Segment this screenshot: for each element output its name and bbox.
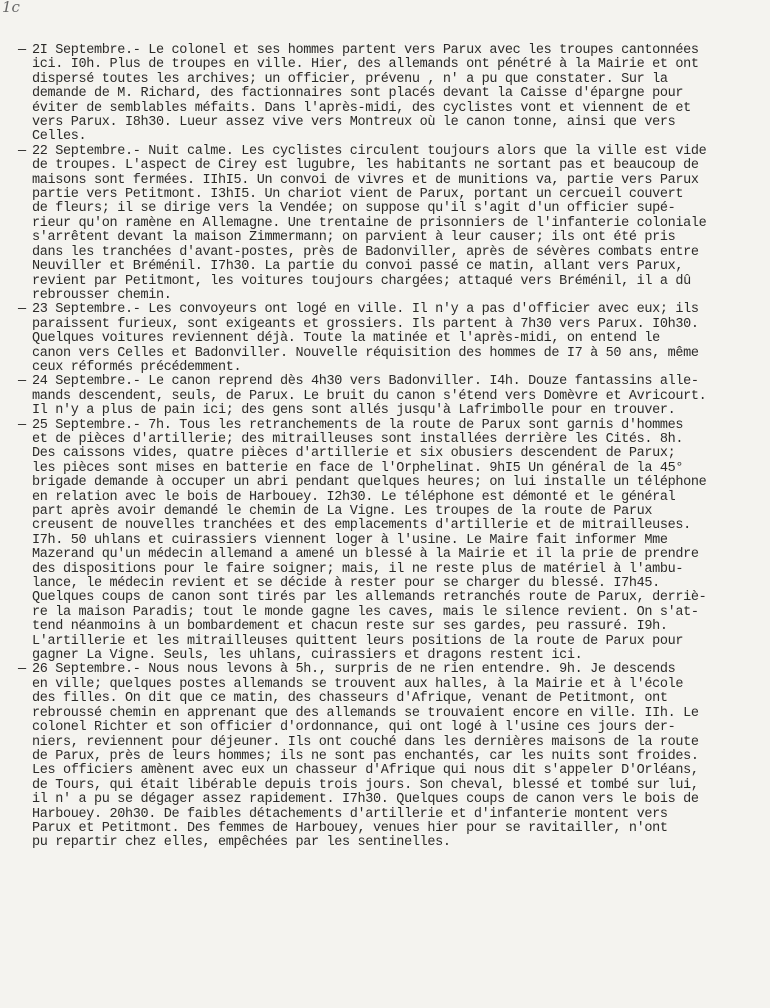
text-line: il n' a pu se dégager assez rapidement. I7h30. Quelques coups de canon vers le bois de (32, 792, 699, 808)
text-line: ceux réformés précédemment. (32, 359, 242, 375)
text-line: niers, reviennent pour déjeuner. Ils ont couché dans les dernières maisons de la route (32, 734, 699, 750)
text-line: 23 Septembre.- Les convoyeurs ont logé en ville. Il n'y a pas d'officier avec eux; ils (32, 302, 699, 318)
text-line: dispersé toutes les archives; un officier, prévenu , n' a pu que constater. Sur la (32, 71, 668, 87)
text-line: 25 Septembre.- 7h. Tous les retranchements de la route de Parux sont garnis d'hommes (32, 417, 684, 433)
text-line: rebrousser chemin. (32, 287, 172, 303)
diary-entry (18, 43, 752, 145)
entry-margin-dash: — (18, 374, 27, 390)
entry-margin-dash: — (18, 417, 27, 433)
text-line: Mazerand qu'un médecin allemand a amené un blessé à la Mairie et il la prie de prendre (32, 547, 699, 563)
text-line: Les officiers amènent avec eux un chasseur d'Afrique qui nous dit s'appeler D'Orléans, (32, 763, 699, 779)
text-line: L'artillerie et les mitrailleuses quittent leurs positions de la route de Parux pour (32, 633, 684, 649)
text-line: les pièces sont mises en batterie en face de l'Orphelinat. 9hI5 Un général de la 45° (32, 460, 684, 476)
text-line: de fleurs; il se dirige vers la Vendée; on suppose qu'il s'agit d'un officier supé- (32, 201, 676, 217)
text-line: revient par Petitmont, les voitures toujours chargées; attaqué vers Bréménil, il a dû (32, 273, 691, 289)
text-line: part après avoir demandé le chemin de La Vigne. Les troupes de la route de Parux (32, 504, 653, 519)
text-line: Harbouey. 20h30. De faibles détachements d'artillerie et d'infanterie montent vers (32, 806, 668, 822)
diary-entry (18, 662, 752, 851)
text-line: et de pièces d'artillerie; des mitrailleuses sont installées derrière les Cités. 8h. (32, 431, 684, 447)
text-line: 26 Septembre.- Nous nous levons à 5h., surpris de ne rien entendre. 9h. Je descends (32, 662, 676, 678)
text-line: de troupes. L'aspect de Cirey est lugubre, les habitants ne sortant pas et beaucoup de (32, 158, 699, 174)
text-line: de Parux, près de leurs hommes; ils ne sont pas enchantés, car les nuits sont froides. (32, 748, 699, 764)
text-line: des filles. On dit que ce matin, des chasseurs d'Afrique, venant de Petitmont, ont (32, 691, 668, 707)
entry-margin-dash: — (18, 43, 27, 58)
text-line: de Tours, qui était libérable depuis trois jours. Son cheval, blessé et tombé sur lui, (32, 777, 699, 793)
text-line: paraissent furieux, sont exigeants et grossiers. Ils partent à 7h30 vers Parux. I0h30. (32, 316, 699, 332)
diary-entry (18, 417, 752, 664)
text-line: tend néanmoins à un bombardement et chacun reste sur ses gardes, peu rassuré. I9h. (32, 619, 668, 635)
text-line: demande de M. Richard, des factionnaires sont placés devant la Caisse d'épargne pour (32, 86, 684, 102)
text-line: partie vers Petitmont. I3hI5. Un chariot vient de Parux, portant un cercueil couvert (32, 187, 684, 203)
text-line: lance, le médecin revient et se décide à rester pour se charger du blessé. I7h45. (32, 576, 660, 592)
text-line: Quelques coups de canon sont tirés par les allemands retranchés route de Parux, derriè- (32, 590, 707, 606)
text-line: 2I Septembre.- Le colonel et ses hommes partent vers Parux avec les troupes cantonnées (32, 43, 699, 58)
text-line: 22 Septembre.- Nuit calme. Les cyclistes circulent toujours alors que la ville est vide (32, 143, 707, 159)
text-line: rieur qu'on ramène en Allemagne. Une trentaine de prisonniers de l'infanterie coloniale (32, 215, 707, 231)
text-line: Neuviller et Bréménil. I7h30. La partie du convoi passé ce matin, allant vers Parux, (32, 259, 684, 275)
entry-margin-dash: — (18, 143, 27, 159)
text-line: colonel Richter et son officier d'ordonnance, qui ont logé à l'usine ces jours der- (32, 720, 676, 736)
diary-entry (18, 302, 752, 375)
text-line: I7h. 50 uhlans et cuirassiers viennent loger à l'usine. Le Maire fait informer Mme (32, 532, 668, 548)
diary-entry (18, 374, 752, 419)
text-line: brigade demande à occuper un abri pendant quelques heures; on lui installe un téléphone (32, 475, 707, 491)
text-line: maisons sont fermées. IIhI5. Un convoi de vivres et de munitions va, partie vers Parux (32, 172, 699, 188)
text-line: pu repartir chez elles, empêchées par les sentinelles. (32, 835, 451, 851)
text-line: des dispositions pour le faire soigner; mais, il ne reste plus de matériel à l'ambu- (32, 561, 684, 577)
text-line: 24 Septembre.- Le canon reprend dès 4h30 vers Badonviller. I4h. Douze fantassins alle- (32, 374, 699, 390)
text-line: gagner La Vigne. Seuls, les uhlans, cuirassiers et dragons restent ici. (32, 648, 583, 664)
text-line: en relation avec le bois de Harbouey. I2h30. Le téléphone est démonté et le général (32, 489, 676, 505)
text-line: mands descendent, seuls, de Parux. Le bruit du canon s'étend vers Domèvre et Avricourt. (32, 388, 707, 404)
text-line: vers Parux. I8h30. Lueur assez vive vers Montreux où le canon tonne, ainsi que vers (32, 115, 676, 131)
text-line: éviter de semblables méfaits. Dans l'après-midi, des cyclistes vont et viennent de et (32, 100, 691, 116)
diary-entry (18, 143, 752, 303)
text-line: dans les tranchées d'avant-postes, près de Badonviller, après de sévères combats entre (32, 244, 699, 260)
text-line: canon vers Celles et Badonviller. Nouvelle réquisition des hommes de I7 à 50 ans, même (32, 345, 699, 361)
text-line: rebroussé chemin en apprenant que des allemands se trouvaient encore en ville. IIh. Le (32, 705, 699, 721)
diary-text-block (18, 43, 752, 851)
text-line: en ville; quelques postes allemands se trouvent aux halles, à la Mairie et à l'école (32, 676, 684, 692)
text-line: Des caissons vides, quatre pièces d'artillerie et six obusiers descendent de Parux; (32, 446, 676, 462)
text-line: creusent de nouvelles tranchées et des emplacements d'artillerie et de mitrailleuses. (32, 518, 691, 534)
text-line: Quelques voitures reviennent déjà. Toute la matinée et l'après-midi, on entend le (32, 331, 660, 347)
entry-margin-dash: — (18, 302, 27, 318)
text-line: Parux et Petitmont. Des femmes de Harbouey, venues hier pour se ravitailler, n'ont (32, 820, 668, 836)
entry-margin-dash: — (18, 662, 27, 678)
text-line: Celles. (32, 129, 87, 145)
text-line: ici. I0h. Plus de troupes en ville. Hier, des allemands ont pénétré à la Mairie et ont (32, 57, 699, 73)
text-line: Il n'y a plus de pain ici; des gens sont allés jusqu'à Lafrimbolle pour en trouver. (32, 403, 676, 419)
text-line: s'arrêtent devant la maison Zimmermann; on parvient à leur causer; ils ont été pris (32, 230, 676, 246)
page-corner-mark: 1c (2, 0, 20, 16)
text-line: re la maison Paradis; tout le monde gagne les caves, mais le silence revient. On s'at- (32, 604, 699, 620)
